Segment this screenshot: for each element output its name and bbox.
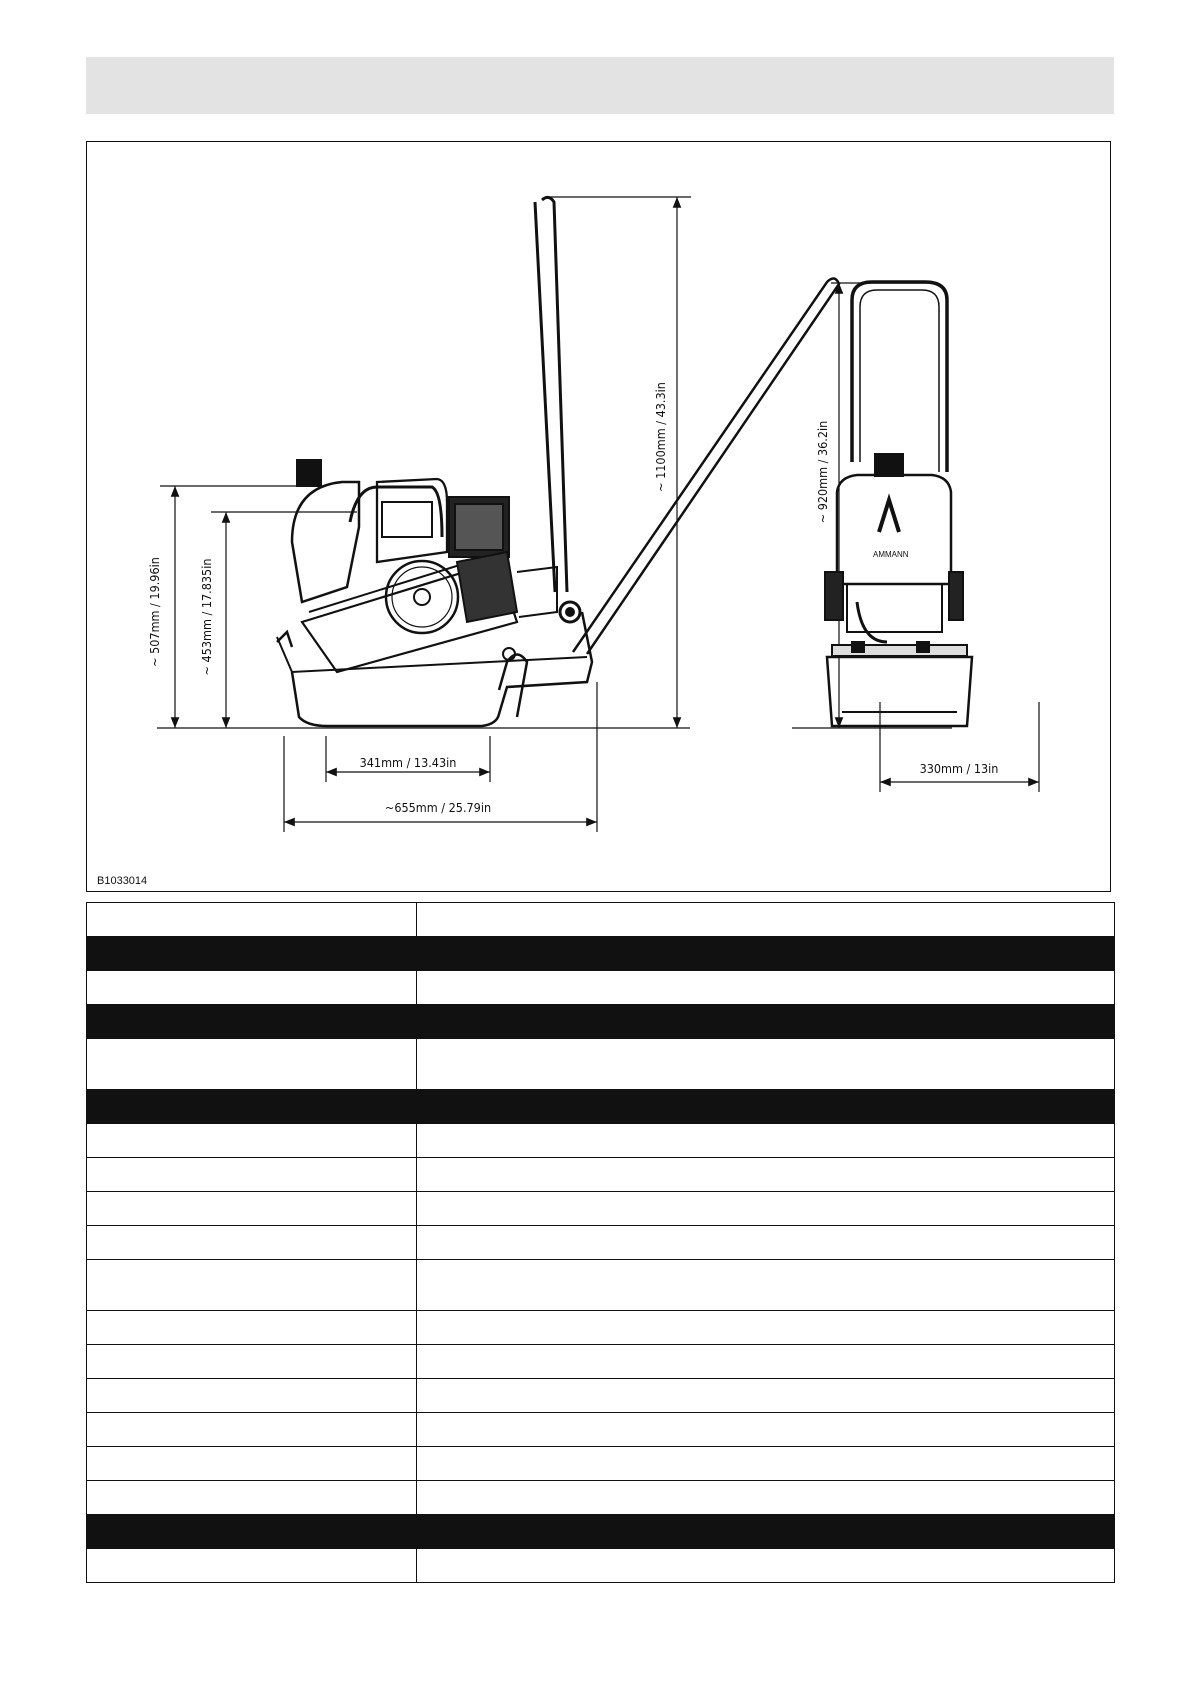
table-row — [87, 1481, 1115, 1515]
dim-engine-height: ~ 453mm / 17.835in — [199, 558, 214, 676]
table-section-header — [87, 1005, 1115, 1039]
row-label — [87, 1379, 417, 1413]
row-label — [87, 971, 417, 1005]
row-value — [417, 1226, 1115, 1260]
front-view — [825, 282, 972, 726]
dim-plate-length: 341mm / 13.43in — [359, 755, 457, 770]
row-label — [87, 1481, 417, 1515]
table-row — [87, 1124, 1115, 1158]
row-value — [417, 1413, 1115, 1447]
row-label — [87, 1226, 417, 1260]
side-view — [277, 197, 839, 726]
dim-plate-width: 330mm / 13in — [919, 761, 999, 776]
table-row — [87, 1345, 1115, 1379]
row-value — [417, 1447, 1115, 1481]
table-row — [87, 1158, 1115, 1192]
table-row — [87, 1192, 1115, 1226]
row-value — [417, 1549, 1115, 1583]
row-label — [87, 1549, 417, 1583]
row-value — [417, 903, 1115, 937]
dimension-drawing — [86, 141, 1111, 892]
brand-mark: AMMANN — [873, 550, 909, 559]
table-row — [87, 1379, 1115, 1413]
dim-handle-up: ~ 1100mm / 43.3in — [653, 382, 668, 492]
row-value — [417, 1124, 1115, 1158]
table-row — [87, 903, 1115, 937]
row-value — [417, 1039, 1115, 1090]
row-value — [417, 1192, 1115, 1226]
machine-drawing-svg — [87, 142, 1112, 893]
row-label — [87, 1345, 417, 1379]
spec-table-body — [87, 903, 1115, 1583]
row-label — [87, 1260, 417, 1311]
table-row — [87, 971, 1115, 1005]
row-label — [87, 1413, 417, 1447]
row-label — [87, 1447, 417, 1481]
row-label — [87, 1124, 417, 1158]
table-row — [87, 1447, 1115, 1481]
dim-tank-height: ~ 507mm / 19.96in — [147, 557, 162, 667]
table-row — [87, 1413, 1115, 1447]
dim-overall-length: ~655mm / 25.79in — [384, 800, 492, 815]
row-label — [87, 903, 417, 937]
table-row — [87, 1311, 1115, 1345]
row-value — [417, 1345, 1115, 1379]
row-value — [417, 1379, 1115, 1413]
row-value — [417, 1260, 1115, 1311]
figure-id: B1033014 — [97, 875, 148, 887]
row-value — [417, 1311, 1115, 1345]
header-band — [86, 57, 1114, 114]
row-label — [87, 1158, 417, 1192]
table-section-header — [87, 1515, 1115, 1549]
table-row — [87, 1260, 1115, 1311]
dim-handle-down: ~ 920mm / 36.2in — [815, 420, 830, 524]
table-section-header — [87, 937, 1115, 971]
table-row — [87, 1226, 1115, 1260]
section-label — [87, 1090, 1115, 1124]
table-row — [87, 1039, 1115, 1090]
row-label — [87, 1039, 417, 1090]
row-value — [417, 971, 1115, 1005]
spec-table — [86, 902, 1115, 1583]
section-label — [87, 937, 1115, 971]
row-value — [417, 1158, 1115, 1192]
row-label — [87, 1192, 417, 1226]
row-label — [87, 1311, 417, 1345]
row-value — [417, 1481, 1115, 1515]
section-label — [87, 1515, 1115, 1549]
table-section-header — [87, 1090, 1115, 1124]
table-row — [87, 1549, 1115, 1583]
section-label — [87, 1005, 1115, 1039]
